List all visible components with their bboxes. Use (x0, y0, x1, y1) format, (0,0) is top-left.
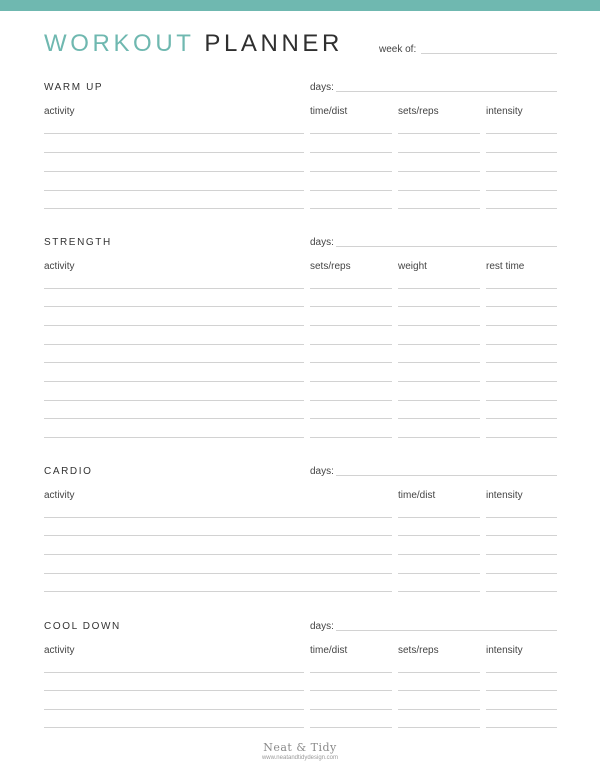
cardio-entry-line-r2-c3[interactable] (486, 535, 557, 536)
warm-up-entry-line-r2-c4[interactable] (486, 152, 557, 153)
footer-brand-logo: Neat & Tidy (263, 741, 337, 754)
title-planner: PLANNER (204, 30, 343, 57)
strength-days-line[interactable] (336, 246, 557, 247)
strength-entry-line-r8-c3[interactable] (398, 418, 480, 419)
strength-entry-line-r3-c1[interactable] (44, 325, 304, 326)
warm-up-days-line[interactable] (336, 91, 557, 92)
strength-col-sets-reps: sets/reps (310, 261, 351, 272)
title-workout: WORKOUT (44, 30, 195, 57)
warm-up-entry-line-r3-c1[interactable] (44, 171, 304, 172)
cool-down-entry-line-r1-c1[interactable] (44, 672, 304, 673)
cardio-entry-line-r1-c1[interactable] (44, 517, 392, 518)
strength-entry-line-r2-c3[interactable] (398, 306, 480, 307)
strength-entry-line-r5-c4[interactable] (486, 362, 557, 363)
cardio-entry-line-r4-c2[interactable] (398, 573, 480, 574)
strength-days-label: days: (310, 237, 334, 248)
warm-up-entry-line-r4-c4[interactable] (486, 190, 557, 191)
strength-entry-line-r2-c1[interactable] (44, 306, 304, 307)
cool-down-entry-line-r3-c1[interactable] (44, 709, 304, 710)
strength-entry-line-r4-c2[interactable] (310, 344, 392, 345)
cardio-entry-line-r4-c3[interactable] (486, 573, 557, 574)
cardio-entry-line-r3-c1[interactable] (44, 554, 392, 555)
strength-entry-line-r8-c1[interactable] (44, 418, 304, 419)
warm-up-col-intensity: intensity (486, 106, 523, 117)
strength-entry-line-r6-c4[interactable] (486, 381, 557, 382)
cardio-entry-line-r2-c1[interactable] (44, 535, 392, 536)
week-of-line[interactable] (421, 53, 557, 54)
cardio-entry-line-r4-c1[interactable] (44, 573, 392, 574)
strength-entry-line-r7-c3[interactable] (398, 400, 480, 401)
cool-down-entry-line-r1-c2[interactable] (310, 672, 392, 673)
strength-entry-line-r1-c3[interactable] (398, 288, 480, 289)
strength-entry-line-r1-c2[interactable] (310, 288, 392, 289)
cardio-entry-line-r3-c3[interactable] (486, 554, 557, 555)
top-accent-bar (0, 0, 600, 11)
strength-entry-line-r3-c2[interactable] (310, 325, 392, 326)
strength-entry-line-r7-c2[interactable] (310, 400, 392, 401)
warm-up-entry-line-r5-c4[interactable] (486, 208, 557, 209)
strength-col-activity: activity (44, 261, 75, 272)
warm-up-days-label: days: (310, 82, 334, 93)
cool-down-days-line[interactable] (336, 630, 557, 631)
strength-entry-line-r1-c4[interactable] (486, 288, 557, 289)
strength-entry-line-r5-c2[interactable] (310, 362, 392, 363)
cool-down-entry-line-r2-c3[interactable] (398, 690, 480, 691)
cardio-col-activity: activity (44, 490, 75, 501)
warm-up-entry-line-r3-c2[interactable] (310, 171, 392, 172)
page-title (44, 30, 343, 58)
warm-up-entry-line-r4-c1[interactable] (44, 190, 304, 191)
warm-up-entry-line-r5-c1[interactable] (44, 208, 304, 209)
strength-col-weight: weight (398, 261, 427, 272)
strength-entry-line-r7-c1[interactable] (44, 400, 304, 401)
warm-up-entry-line-r1-c1[interactable] (44, 133, 304, 134)
cardio-entry-line-r5-c2[interactable] (398, 591, 480, 592)
cool-down-entry-line-r3-c4[interactable] (486, 709, 557, 710)
warm-up-entry-line-r3-c4[interactable] (486, 171, 557, 172)
warm-up-entry-line-r4-c2[interactable] (310, 190, 392, 191)
strength-entry-line-r6-c3[interactable] (398, 381, 480, 382)
strength-entry-line-r9-c2[interactable] (310, 437, 392, 438)
strength-entry-line-r9-c4[interactable] (486, 437, 557, 438)
cool-down-col-sets-reps: sets/reps (398, 645, 439, 656)
warm-up-entry-line-r5-c2[interactable] (310, 208, 392, 209)
section-title-warm-up: WARM UP (44, 82, 104, 93)
cool-down-col-activity: activity (44, 645, 75, 656)
section-title-cool-down: COOL DOWN (44, 621, 121, 632)
warm-up-entry-line-r2-c3[interactable] (398, 152, 480, 153)
cardio-col-time-dist: time/dist (398, 490, 436, 501)
strength-entry-line-r2-c4[interactable] (486, 306, 557, 307)
strength-entry-line-r3-c4[interactable] (486, 325, 557, 326)
section-title-cardio: CARDIO (44, 466, 93, 477)
warm-up-entry-line-r4-c3[interactable] (398, 190, 480, 191)
warm-up-entry-line-r1-c4[interactable] (486, 133, 557, 134)
warm-up-col-sets-reps: sets/reps (398, 106, 439, 117)
warm-up-entry-line-r2-c1[interactable] (44, 152, 304, 153)
cool-down-entry-line-r2-c1[interactable] (44, 690, 304, 691)
strength-entry-line-r6-c2[interactable] (310, 381, 392, 382)
strength-entry-line-r7-c4[interactable] (486, 400, 557, 401)
warm-up-entry-line-r1-c3[interactable] (398, 133, 480, 134)
cool-down-days-label: days: (310, 621, 334, 632)
warm-up-col-activity: activity (44, 106, 75, 117)
strength-entry-line-r4-c4[interactable] (486, 344, 557, 345)
warm-up-entry-line-r1-c2[interactable] (310, 133, 392, 134)
strength-entry-line-r3-c3[interactable] (398, 325, 480, 326)
strength-entry-line-r5-c3[interactable] (398, 362, 480, 363)
section-title-strength: STRENGTH (44, 237, 112, 248)
strength-entry-line-r1-c1[interactable] (44, 288, 304, 289)
cardio-entry-line-r2-c2[interactable] (398, 535, 480, 536)
warm-up-col-time-dist: time/dist (310, 106, 348, 117)
strength-entry-line-r8-c4[interactable] (486, 418, 557, 419)
strength-entry-line-r6-c1[interactable] (44, 381, 304, 382)
warm-up-entry-line-r3-c3[interactable] (398, 171, 480, 172)
strength-entry-line-r5-c1[interactable] (44, 362, 304, 363)
strength-entry-line-r9-c1[interactable] (44, 437, 304, 438)
cool-down-entry-line-r1-c3[interactable] (398, 672, 480, 673)
cool-down-entry-line-r2-c4[interactable] (486, 690, 557, 691)
warm-up-entry-line-r2-c2[interactable] (310, 152, 392, 153)
warm-up-entry-line-r5-c3[interactable] (398, 208, 480, 209)
cool-down-col-intensity: intensity (486, 645, 523, 656)
cardio-days-line[interactable] (336, 475, 557, 476)
cool-down-entry-line-r3-c3[interactable] (398, 709, 480, 710)
strength-entry-line-r4-c3[interactable] (398, 344, 480, 345)
strength-entry-line-r4-c1[interactable] (44, 344, 304, 345)
cool-down-entry-line-r4-c3[interactable] (398, 727, 480, 728)
strength-col-rest-time: rest time (486, 261, 525, 272)
week-of-label: week of: (379, 44, 417, 55)
cool-down-col-time-dist: time/dist (310, 645, 348, 656)
cardio-entry-line-r1-c3[interactable] (486, 517, 557, 518)
cool-down-entry-line-r1-c4[interactable] (486, 672, 557, 673)
cool-down-entry-line-r4-c2[interactable] (310, 727, 392, 728)
cardio-col-intensity: intensity (486, 490, 523, 501)
cardio-days-label: days: (310, 466, 334, 477)
cardio-entry-line-r3-c2[interactable] (398, 554, 480, 555)
strength-entry-line-r9-c3[interactable] (398, 437, 480, 438)
cardio-entry-line-r5-c1[interactable] (44, 591, 392, 592)
cool-down-entry-line-r2-c2[interactable] (310, 690, 392, 691)
cool-down-entry-line-r4-c4[interactable] (486, 727, 557, 728)
cool-down-entry-line-r4-c1[interactable] (44, 727, 304, 728)
footer-url: www.neatandtidydesign.com (261, 755, 339, 761)
cardio-entry-line-r1-c2[interactable] (398, 517, 480, 518)
cardio-entry-line-r5-c3[interactable] (486, 591, 557, 592)
strength-entry-line-r8-c2[interactable] (310, 418, 392, 419)
strength-entry-line-r2-c2[interactable] (310, 306, 392, 307)
cool-down-entry-line-r3-c2[interactable] (310, 709, 392, 710)
